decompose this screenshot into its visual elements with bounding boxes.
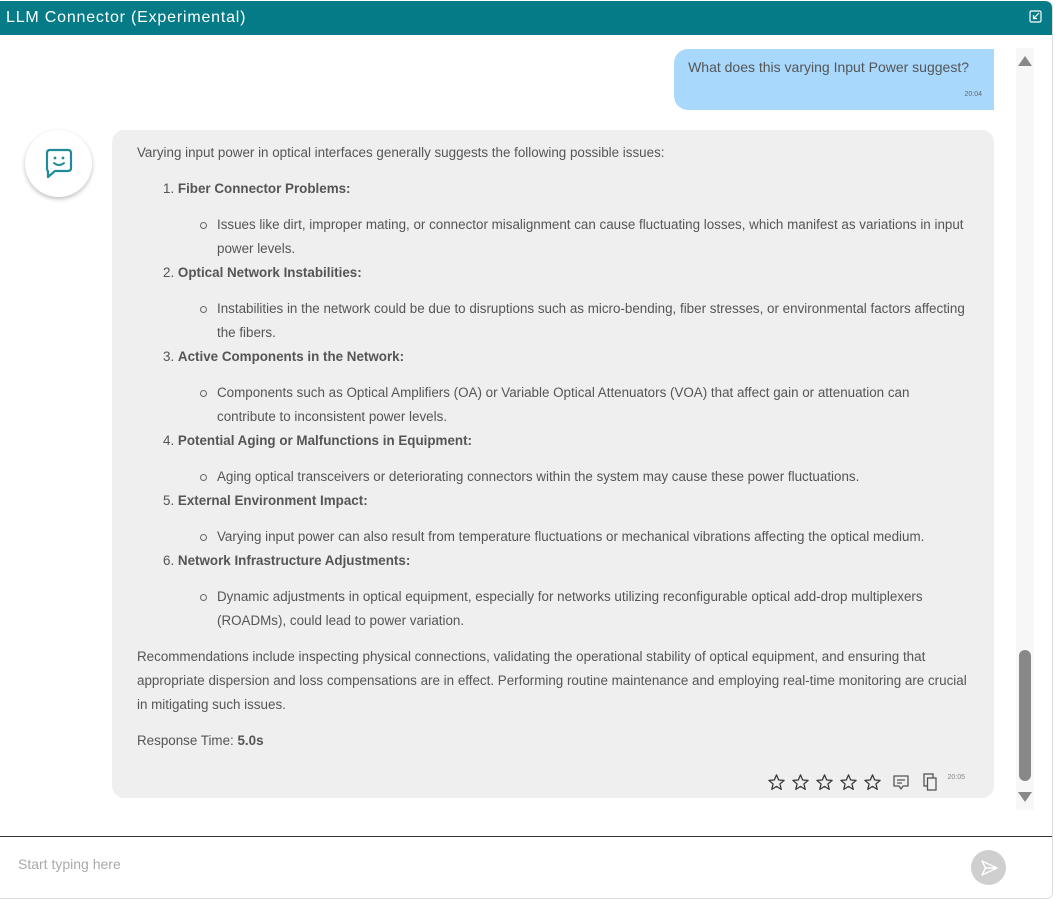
rating-star-4-icon[interactable] <box>839 773 858 792</box>
rating-star-3-icon[interactable] <box>815 773 834 792</box>
issue-number: 4. <box>163 433 175 448</box>
response-time-value: 5.0s <box>237 733 264 748</box>
issue-list <box>137 177 969 633</box>
issue-title: Potential Aging or Malfunctions in Equipment: <box>177 433 472 448</box>
feedback-icon[interactable] <box>891 772 911 792</box>
bot-intro-text: Varying input power in optical interfaces generally suggests the following possible issues: <box>137 145 665 160</box>
issue-title: Fiber Connector Problems: <box>177 181 351 196</box>
response-time-label: Response Time: <box>137 733 238 748</box>
issue-item <box>163 177 969 261</box>
issue-item <box>163 549 969 633</box>
scroll-down-arrow-icon[interactable] <box>1018 792 1032 802</box>
rating-star-1-icon[interactable] <box>767 773 786 792</box>
chat-input-area <box>0 837 1053 899</box>
scrollbar-thumb[interactable] <box>1019 650 1031 781</box>
issue-title: Active Components in the Network: <box>177 349 405 364</box>
issue-number: 2. <box>163 265 175 280</box>
message-actions <box>767 772 965 792</box>
rating-star-2-icon[interactable] <box>791 773 810 792</box>
issue-title: Network Infrastructure Adjustments: <box>177 553 411 568</box>
issue-detail: Components such as Optical Amplifiers (OA) or Variable Optical Attenuators (VOA) that affect gain or attenuation can contribute to inconsistent power levels. <box>191 381 969 429</box>
rating-star-5-icon[interactable] <box>863 773 882 792</box>
issue-detail: Instabilities in the network could be due to disruptions such as micro-bending, fiber stresses, or environmental factors affecting the fibers. <box>191 297 969 345</box>
issue-item <box>163 489 969 549</box>
popout-icon[interactable] <box>1029 10 1043 24</box>
issue-title: Optical Network Instabilities: <box>177 265 362 280</box>
bot-avatar <box>25 130 92 197</box>
bot-message-bubble <box>112 130 994 798</box>
chat-message-input[interactable] <box>18 853 948 875</box>
issue-number: 1. <box>163 181 175 196</box>
scroll-up-arrow-icon[interactable] <box>1018 56 1032 66</box>
issue-number: 3. <box>163 349 175 364</box>
issue-detail: Dynamic adjustments in optical equipment, especially for networks utilizing reconfigurable optical add-drop multiplexers (ROADMs), could lead to power variation. <box>191 585 969 633</box>
user-message-text: What does this varying Input Power suggest? <box>688 59 969 75</box>
copy-icon[interactable] <box>920 772 940 792</box>
issue-item <box>163 261 969 345</box>
issue-item <box>163 429 969 489</box>
send-icon <box>979 858 999 878</box>
issue-number: 6. <box>163 553 175 568</box>
issue-number: 5. <box>163 493 175 508</box>
send-button[interactable] <box>971 850 1006 885</box>
issue-title: External Environment Impact: <box>177 493 368 508</box>
chat-scrollbar[interactable] <box>1016 48 1034 810</box>
issue-detail: Aging optical transceivers or deteriorating connectors within the system may cause these power fluctuations. <box>191 465 969 489</box>
recommendation-text: Recommendations include inspecting physical connections, validating the operational stability of optical equipment, and ensuring that appropriate dispersion and loss compensations are in effect. Performing routine maintenance and employing real-time monitoring are crucial in mitigating such issues. <box>137 649 967 712</box>
response-time <box>137 729 969 753</box>
chat-history <box>0 35 1013 835</box>
issue-item <box>163 345 969 429</box>
issue-detail: Varying input power can also result from temperature fluctuations or mechanical vibrations affecting the optical medium. <box>191 525 969 549</box>
user-message-time: 20:04 <box>964 91 982 98</box>
bot-message-time: 20:05 <box>947 774 965 781</box>
window-header <box>0 1 1053 35</box>
chat-bot-smiley-icon <box>42 147 76 181</box>
window-title: LLM Connector (Experimental) <box>6 9 247 26</box>
issue-detail: Issues like dirt, improper mating, or connector misalignment can cause fluctuating losses, which manifest as variations in input power levels. <box>191 213 969 261</box>
user-message-bubble <box>674 49 994 110</box>
